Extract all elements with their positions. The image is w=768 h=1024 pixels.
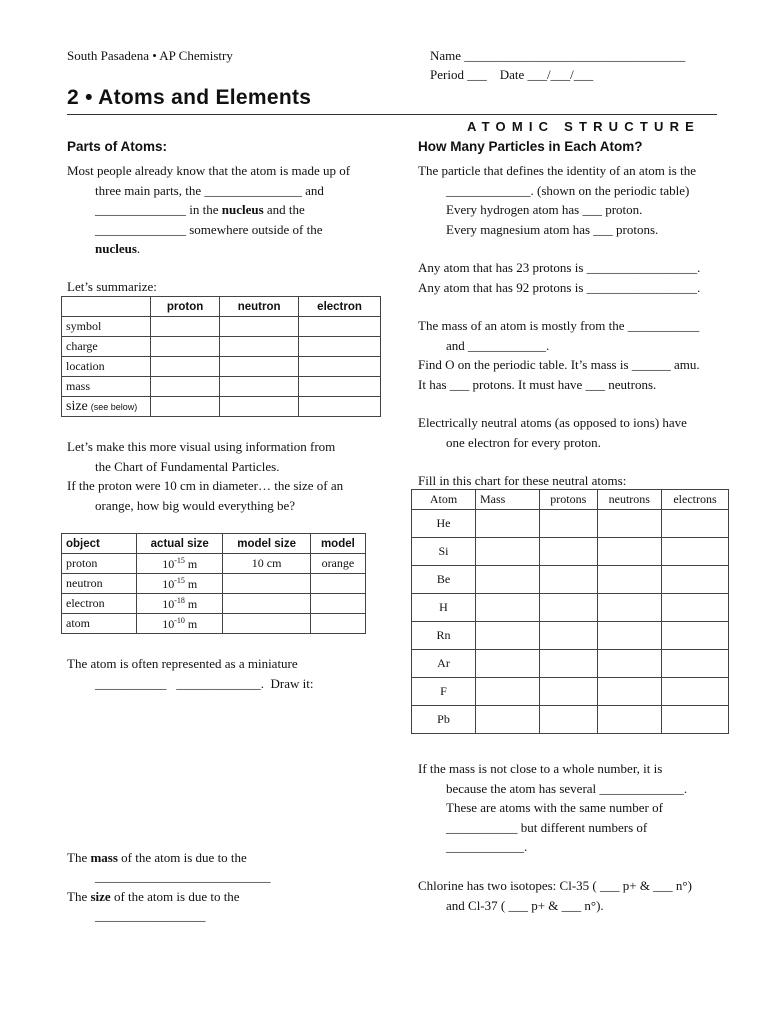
atom-cell[interactable]	[540, 538, 598, 566]
summary-cell[interactable]	[299, 377, 381, 397]
section-title: ATOMIC STRUCTURE	[467, 119, 701, 134]
atom-cell[interactable]	[540, 678, 598, 706]
atom-symbol: Rn	[412, 622, 476, 650]
atom-cell[interactable]	[662, 650, 729, 678]
atom-cell[interactable]	[662, 706, 729, 734]
miniature-blanks[interactable]: ___________ _____________. Draw it:	[95, 676, 314, 691]
atom-cell[interactable]	[597, 650, 661, 678]
parts-line: three main parts, the _______________ and	[95, 182, 324, 198]
summary-cell[interactable]	[299, 337, 381, 357]
isotope-line: ____________.	[446, 839, 528, 854]
visual-line: orange, how big would everything be?	[95, 497, 296, 513]
summary-cell[interactable]	[299, 317, 381, 337]
atom-cell[interactable]	[662, 678, 729, 706]
summary-cell[interactable]	[151, 337, 220, 357]
atom-symbol: H	[412, 594, 476, 622]
summary-header	[62, 297, 151, 317]
mass-blank[interactable]: ___________________________	[95, 869, 271, 884]
atom-cell[interactable]	[476, 538, 540, 566]
summary-row-label: location	[62, 357, 151, 377]
mass-line: Find O on the periodic table. It’s mass is ______ amu.	[418, 357, 700, 372]
model-object: electron	[62, 594, 137, 614]
parts-line: ______________ somewhere outside of the	[95, 221, 323, 237]
name-field[interactable]: Name __________________________________	[430, 48, 686, 63]
parts-line: Most people already know that the atom is made up of	[67, 163, 351, 178]
protons-line: Any atom that has 23 protons is _________________.	[418, 260, 701, 275]
summary-cell[interactable]	[151, 357, 220, 377]
isotope-paragraph	[418, 759, 738, 857]
fill-intro: Fill in this chart for these neutral atoms:	[418, 473, 627, 488]
atom-cell[interactable]	[597, 566, 661, 594]
mass-question: The mass of the atom is due to the	[67, 850, 247, 865]
chlorine-paragraph	[418, 876, 748, 915]
model-table	[61, 533, 366, 634]
neutral-paragraph	[418, 413, 738, 452]
atom-cell[interactable]	[476, 706, 540, 734]
identity-line: Every hydrogen atom has ___ proton.	[446, 202, 643, 217]
summary-cell[interactable]	[151, 317, 220, 337]
chlorine-line: and Cl-37 ( ___ p+ & ___ n°).	[446, 897, 604, 913]
atom-header: protons	[540, 490, 598, 510]
size-question: The size of the atom is due to the	[67, 889, 240, 904]
summary-row-label: symbol	[62, 317, 151, 337]
model-header: model size	[223, 534, 310, 554]
visual-line: Let’s make this more visual using information from	[67, 439, 336, 454]
period-date-field[interactable]: Period ___ Date ___/___/___	[430, 67, 594, 82]
model-actual-size: $10^{-15}$ m	[137, 574, 223, 594]
atom-cell[interactable]	[540, 622, 598, 650]
summary-cell[interactable]	[220, 377, 299, 397]
summary-row-label: mass	[62, 377, 151, 397]
atom-header: neutrons	[597, 490, 661, 510]
atom-symbol: He	[412, 510, 476, 538]
atom-cell[interactable]	[597, 538, 661, 566]
atom-cell[interactable]	[597, 678, 661, 706]
summary-header: proton	[151, 297, 220, 317]
atom-cell[interactable]	[540, 706, 598, 734]
chlorine-line: Chlorine has two isotopes: Cl-35 ( ___ p+ & ___ n°)	[418, 878, 692, 893]
model-header: object	[62, 534, 137, 554]
summary-cell[interactable]	[299, 357, 381, 377]
model-size-cell[interactable]	[223, 574, 310, 594]
neutral-line: one electron for every proton.	[446, 434, 601, 450]
model-size-cell[interactable]	[223, 594, 310, 614]
mass-paragraph	[418, 316, 748, 394]
summary-row-label: charge	[62, 337, 151, 357]
atom-cell[interactable]	[597, 594, 661, 622]
particles-heading: How Many Particles in Each Atom?	[418, 139, 643, 154]
atom-cell[interactable]	[597, 510, 661, 538]
summary-cell[interactable]	[299, 397, 381, 417]
atom-cell[interactable]	[476, 622, 540, 650]
atom-cell[interactable]	[540, 594, 598, 622]
summary-table	[61, 296, 381, 417]
atom-cell[interactable]	[476, 510, 540, 538]
protons-paragraph	[418, 258, 728, 297]
atom-cell[interactable]	[540, 510, 598, 538]
atom-header: Mass	[476, 490, 540, 510]
summary-cell[interactable]	[220, 357, 299, 377]
model-size-cell[interactable]: 10 cm	[223, 554, 310, 574]
summary-cell[interactable]	[151, 377, 220, 397]
atom-cell[interactable]	[476, 650, 540, 678]
mass-line: and ____________.	[446, 337, 550, 353]
parts-line: ______________ in the nucleus and the	[95, 202, 305, 217]
mass-line: The mass of an atom is mostly from the ___________	[418, 318, 700, 333]
parts-line: nucleus.	[95, 241, 141, 256]
identity-line: The particle that defines the identity of an atom is the	[418, 163, 696, 178]
isotope-line: ___________ but different numbers of	[446, 819, 648, 835]
visual-line: If the proton were 10 cm in diameter… the size of an	[67, 478, 344, 493]
summary-cell[interactable]	[220, 337, 299, 357]
atom-symbol: Ar	[412, 650, 476, 678]
isotope-line: If the mass is not close to a whole number, it is	[418, 761, 663, 776]
atom-cell[interactable]	[476, 678, 540, 706]
atom-table	[411, 489, 729, 734]
atom-header: electrons	[662, 490, 729, 510]
summary-cell[interactable]	[220, 317, 299, 337]
summary-header: electron	[299, 297, 381, 317]
atom-cell[interactable]	[540, 566, 598, 594]
model-actual-size: $10^{-15}$ m	[137, 554, 223, 574]
model-object: neutron	[62, 574, 137, 594]
atom-cell[interactable]	[597, 706, 661, 734]
atom-cell[interactable]	[662, 566, 729, 594]
protons-line: Any atom that has 92 protons is _________________.	[418, 279, 701, 295]
model-actual-size: $10^{-18}$ m	[137, 594, 223, 614]
atom-cell[interactable]	[540, 650, 598, 678]
miniature-line: The atom is often represented as a miniature	[67, 656, 298, 671]
summary-header: neutron	[220, 297, 299, 317]
atom-cell[interactable]	[662, 594, 729, 622]
model-header: actual size	[137, 534, 223, 554]
summarize-label: Let’s summarize:	[67, 279, 157, 294]
atom-cell[interactable]	[597, 622, 661, 650]
isotope-line: because the atom has several _____________.	[446, 780, 688, 796]
atom-cell[interactable]	[476, 566, 540, 594]
model-cell[interactable]	[310, 614, 365, 634]
identity-line: Every magnesium atom has ___ protons.	[446, 221, 659, 237]
atom-cell[interactable]	[662, 510, 729, 538]
atom-cell[interactable]	[476, 594, 540, 622]
visual-paragraph	[67, 437, 387, 515]
model-cell[interactable]: orange	[310, 554, 365, 574]
model-header: model	[310, 534, 365, 554]
summary-cell[interactable]	[151, 397, 220, 417]
atom-symbol: Be	[412, 566, 476, 594]
identity-line: _____________. (shown on the periodic table)	[446, 182, 690, 198]
model-actual-size: $10^{-10}$ m	[137, 614, 223, 634]
mass-line: It has ___ protons. It must have ___ neutrons.	[418, 376, 657, 392]
visual-line: the Chart of Fundamental Particles.	[95, 458, 280, 474]
model-object: proton	[62, 554, 137, 574]
model-cell[interactable]	[310, 594, 365, 614]
atom-cell[interactable]	[662, 538, 729, 566]
school-label: South Pasadena • AP Chemistry	[67, 48, 233, 63]
header-rule	[67, 114, 717, 115]
model-object: atom	[62, 614, 137, 634]
parts-heading: Parts of Atoms:	[67, 139, 168, 154]
identity-paragraph	[418, 161, 728, 239]
isotope-line: These are atoms with the same number of	[446, 800, 663, 815]
atom-symbol: Si	[412, 538, 476, 566]
atom-header: Atom	[412, 490, 476, 510]
summary-cell[interactable]	[220, 397, 299, 417]
atom-cell[interactable]	[662, 622, 729, 650]
size-blank[interactable]: _________________	[95, 908, 206, 923]
model-size-cell[interactable]	[223, 614, 310, 634]
model-cell[interactable]	[310, 574, 365, 594]
atom-symbol: Pb	[412, 706, 476, 734]
page-title: 2 • Atoms and Elements	[67, 86, 312, 109]
neutral-line: Electrically neutral atoms (as opposed to ions) have	[418, 415, 687, 430]
parts-paragraph	[67, 161, 387, 259]
summary-row-label: size (see below)	[62, 397, 151, 417]
atom-symbol: F	[412, 678, 476, 706]
